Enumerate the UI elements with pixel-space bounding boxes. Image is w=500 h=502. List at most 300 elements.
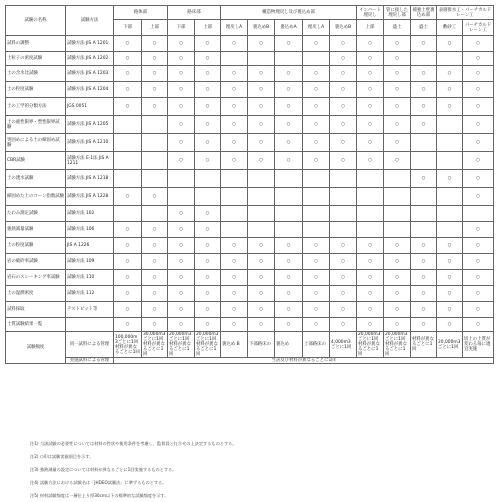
check-mark: ○ bbox=[221, 302, 248, 318]
test-name: CBR試験 bbox=[6, 152, 66, 170]
check-mark: ○ bbox=[437, 66, 463, 82]
sub-header: パーチカルドレーン工 bbox=[463, 20, 494, 36]
check-mark: ○ bbox=[168, 134, 195, 152]
table-row bbox=[6, 206, 494, 222]
empty-cell bbox=[437, 52, 463, 66]
check-mark: ○ bbox=[195, 66, 221, 82]
test-method: 試験方法 JIS A 1203 bbox=[66, 66, 114, 82]
check-mark: ○ bbox=[168, 82, 195, 98]
empty-cell bbox=[437, 188, 463, 206]
check-mark: ○ bbox=[437, 270, 463, 286]
table-row bbox=[6, 270, 494, 286]
check-mark: ○ bbox=[303, 82, 330, 98]
check-mark: ○ bbox=[248, 82, 275, 98]
check-mark: ○ bbox=[384, 254, 411, 270]
check-mark: ○ bbox=[275, 238, 303, 254]
check-mark: ○ bbox=[463, 170, 494, 188]
test-name: 土の湿潤密度 bbox=[6, 286, 66, 302]
check-mark: ○ bbox=[437, 254, 463, 270]
frequency-sub-label: 同一試料による管理 bbox=[66, 332, 114, 358]
group-header: 路床部 bbox=[168, 6, 221, 20]
empty-cell bbox=[275, 206, 303, 222]
check-mark: ○ bbox=[142, 66, 168, 82]
empty-cell bbox=[303, 170, 330, 188]
check-mark: ○ bbox=[463, 66, 494, 82]
check-mark: ○ bbox=[248, 134, 275, 152]
empty-cell bbox=[330, 222, 357, 238]
empty-cell bbox=[275, 170, 303, 188]
check-mark: ○ bbox=[114, 302, 142, 318]
check-mark: ○ bbox=[275, 98, 303, 116]
check-mark: ○ bbox=[168, 318, 195, 332]
check-mark: ○ bbox=[303, 302, 330, 318]
check-mark: ○ bbox=[411, 270, 437, 286]
check-mark: ○ bbox=[195, 222, 221, 238]
check-mark: ○ bbox=[330, 238, 357, 254]
test-name: 試料の調整 bbox=[6, 36, 66, 52]
empty-cell bbox=[411, 206, 437, 222]
check-mark: ○ bbox=[248, 270, 275, 286]
check-mark: ○ bbox=[142, 254, 168, 270]
check-mark: ○ bbox=[275, 82, 303, 98]
check-mark: ○ bbox=[275, 254, 303, 270]
test-method: テストピット等 bbox=[66, 302, 114, 318]
frequency-label: 試験頻度 bbox=[6, 332, 66, 364]
check-mark: ○ bbox=[195, 116, 221, 134]
sub-header: 下部 bbox=[168, 20, 195, 36]
test-method: 試験方法 106 bbox=[66, 222, 114, 238]
check-mark: ○ bbox=[303, 66, 330, 82]
test-method: JGS 0051 bbox=[66, 98, 114, 116]
empty-cell bbox=[195, 188, 221, 206]
empty-cell bbox=[411, 134, 437, 152]
test-method bbox=[66, 318, 114, 332]
frequency-note: 裏込め B bbox=[221, 332, 248, 358]
table-row bbox=[6, 222, 494, 238]
check-mark: ○ bbox=[248, 116, 275, 134]
check-mark: ○ bbox=[195, 302, 221, 318]
check-mark: ○ bbox=[330, 254, 357, 270]
check-mark: ○ bbox=[114, 82, 142, 98]
check-mark: ○ bbox=[384, 318, 411, 332]
empty-cell bbox=[221, 222, 248, 238]
check-mark: ○ bbox=[437, 286, 463, 302]
check-mark: ○ bbox=[168, 116, 195, 134]
test-method: 試験方法 102 bbox=[66, 206, 114, 222]
check-mark: ○ bbox=[195, 206, 221, 222]
test-method: 試験方法 E-1法 JIS A 1211 bbox=[66, 152, 114, 170]
check-mark: ○ bbox=[384, 152, 411, 170]
check-mark: ○ bbox=[168, 206, 195, 222]
check-mark: ○ bbox=[142, 238, 168, 254]
check-mark: ○ bbox=[248, 98, 275, 116]
check-mark: ○ bbox=[275, 36, 303, 52]
test-name: 締固めた土のコーン指数試験 bbox=[6, 188, 66, 206]
group-header: インバート埋戻し bbox=[357, 6, 384, 20]
check-mark: ○ bbox=[195, 36, 221, 52]
footnote: 注1) 当該試験の必要性については材料の性状や使用条件を考慮し、監督員と打合せの上決定するものとする。 bbox=[30, 441, 237, 446]
empty-cell bbox=[357, 222, 384, 238]
check-mark: ○ bbox=[195, 52, 221, 66]
check-mark: ○ bbox=[195, 286, 221, 302]
check-mark: ○ bbox=[384, 134, 411, 152]
check-mark: ○ bbox=[114, 270, 142, 286]
test-name: 土の含水比試験 bbox=[6, 66, 66, 82]
check-mark: ○ bbox=[142, 286, 168, 302]
check-mark: ○ bbox=[142, 302, 168, 318]
frequency-note: 30,000m3ごとに1回 材料が異なるごとに1回 bbox=[142, 332, 168, 358]
check-mark: ○ bbox=[357, 116, 384, 134]
empty-cell bbox=[248, 52, 275, 66]
test-method: 試験方法 109 bbox=[66, 254, 114, 270]
check-mark: ○ bbox=[114, 254, 142, 270]
test-name: たわみ測定試験 bbox=[6, 206, 66, 222]
test-name: 強熱減量試験 bbox=[6, 222, 66, 238]
check-mark: ○ bbox=[195, 134, 221, 152]
table-row bbox=[6, 170, 494, 188]
table-row bbox=[6, 302, 494, 318]
empty-cell bbox=[437, 134, 463, 152]
sub-header: 裏込めB bbox=[330, 20, 357, 36]
check-mark: ○ bbox=[437, 98, 463, 116]
check-mark: ○ bbox=[303, 238, 330, 254]
empty-cell bbox=[303, 206, 330, 222]
footnote: 注5) 材料試験頻度は一層仕上り厚30cm以下の標準的な試験頻度を示す。 bbox=[30, 493, 169, 498]
check-mark: ○ bbox=[463, 188, 494, 206]
empty-cell bbox=[114, 152, 142, 170]
empty-cell bbox=[114, 116, 142, 134]
check-mark: ○ bbox=[195, 238, 221, 254]
frequency-note: 材料が異なるごとに1回 bbox=[411, 332, 437, 358]
check-mark: ○ bbox=[195, 82, 221, 98]
empty-cell bbox=[114, 206, 142, 222]
check-mark: ○ bbox=[384, 66, 411, 82]
empty-cell bbox=[357, 206, 384, 222]
check-mark: ○ bbox=[142, 36, 168, 52]
frequency-actual: 当該及び材料が異なるごとに1回 bbox=[114, 358, 494, 364]
check-mark: ○ bbox=[437, 318, 463, 332]
check-mark: ○ bbox=[114, 98, 142, 116]
test-method: 試験方法 JIS A 1205 bbox=[66, 116, 114, 134]
empty-cell bbox=[303, 222, 330, 238]
empty-cell bbox=[168, 188, 195, 206]
sub-header: 上部 bbox=[195, 20, 221, 36]
check-mark: ○ bbox=[303, 152, 330, 170]
check-mark: ○ bbox=[303, 286, 330, 302]
check-mark: ○ bbox=[168, 302, 195, 318]
check-mark: ○ bbox=[384, 116, 411, 134]
empty-cell bbox=[168, 170, 195, 188]
check-mark: ○ bbox=[248, 254, 275, 270]
check-mark: ○ bbox=[357, 66, 384, 82]
check-mark: ○ bbox=[330, 82, 357, 98]
check-mark: ○ bbox=[330, 318, 357, 332]
check-mark: ○ bbox=[142, 52, 168, 66]
table-row bbox=[6, 66, 494, 82]
test-name: 土の液性限界・塑性限界試験 bbox=[6, 116, 66, 134]
check-mark: ○ bbox=[114, 318, 142, 332]
check-mark: ○ bbox=[357, 98, 384, 116]
check-mark: ○ bbox=[275, 286, 303, 302]
check-mark: ○ bbox=[248, 302, 275, 318]
check-mark: ○ bbox=[221, 286, 248, 302]
check-mark: ○ bbox=[248, 152, 275, 170]
check-mark: ○ bbox=[221, 36, 248, 52]
check-mark: ○ bbox=[330, 152, 357, 170]
check-mark: ○ bbox=[142, 188, 168, 206]
empty-cell bbox=[411, 188, 437, 206]
empty-cell bbox=[330, 170, 357, 188]
check-mark: ○ bbox=[437, 36, 463, 52]
empty-cell bbox=[142, 152, 168, 170]
empty-cell bbox=[437, 206, 463, 222]
check-mark: ○ bbox=[248, 286, 275, 302]
empty-cell bbox=[221, 52, 248, 66]
test-name: 土の工学的分類方法 bbox=[6, 98, 66, 116]
check-mark: ○ bbox=[168, 98, 195, 116]
check-mark: ○ bbox=[221, 134, 248, 152]
table-row bbox=[6, 134, 494, 152]
frequency-note: 4,000m3ごとに1回 bbox=[330, 332, 357, 358]
check-mark: ○ bbox=[463, 222, 494, 238]
test-method: 試験方法 JIS A 1218 bbox=[66, 170, 114, 188]
check-mark: ○ bbox=[463, 254, 494, 270]
check-mark: ○ bbox=[357, 318, 384, 332]
check-mark: ○ bbox=[248, 318, 275, 332]
check-mark: ○ bbox=[275, 318, 303, 332]
test-method: 試験方法 JIS A 1201 bbox=[66, 36, 114, 52]
check-mark: ○ bbox=[330, 52, 357, 66]
table-row bbox=[6, 254, 494, 270]
sub-header: 上部 bbox=[142, 20, 168, 36]
check-mark: ○ bbox=[330, 286, 357, 302]
check-mark: ○ bbox=[275, 152, 303, 170]
check-mark: ○ bbox=[303, 134, 330, 152]
empty-cell bbox=[330, 206, 357, 222]
check-mark: ○ bbox=[463, 116, 494, 134]
empty-cell bbox=[437, 152, 463, 170]
empty-cell bbox=[248, 206, 275, 222]
check-mark: ○ bbox=[195, 318, 221, 332]
check-mark: ○ bbox=[411, 318, 437, 332]
check-mark: ○ bbox=[384, 52, 411, 66]
empty-cell bbox=[248, 170, 275, 188]
check-mark: ○ bbox=[248, 36, 275, 52]
test-name: 土の粒度試験 bbox=[6, 238, 66, 254]
test-name: 土質試験結果一覧 bbox=[6, 318, 66, 332]
test-method: 試験方法 JIS A 1228 bbox=[66, 188, 114, 206]
check-mark: ○ bbox=[357, 134, 384, 152]
check-mark: ○ bbox=[142, 318, 168, 332]
check-mark: ○ bbox=[463, 98, 494, 116]
test-name: 突固めによる土の締固め試験 bbox=[6, 134, 66, 152]
test-method: 試験方法 JIS A 1210 bbox=[66, 134, 114, 152]
check-mark: ○ bbox=[303, 318, 330, 332]
test-name: 岩石のスレーキング率試験 bbox=[6, 270, 66, 286]
test-method: 試験方法 JIS A 1204 bbox=[66, 82, 114, 98]
check-mark: ○ bbox=[330, 36, 357, 52]
check-mark: ○ bbox=[168, 52, 195, 66]
check-mark: ○ bbox=[330, 98, 357, 116]
check-mark: ○ bbox=[221, 318, 248, 332]
check-mark: ○ bbox=[357, 270, 384, 286]
empty-cell bbox=[275, 188, 303, 206]
empty-cell bbox=[384, 206, 411, 222]
check-mark: ○ bbox=[221, 152, 248, 170]
check-mark: ○ bbox=[357, 152, 384, 170]
check-mark: ○ bbox=[195, 254, 221, 270]
group-header: 構造物埋戻し及び裏込め部 bbox=[221, 6, 357, 20]
check-mark: ○ bbox=[330, 66, 357, 82]
check-mark: ○ bbox=[114, 238, 142, 254]
check-mark: ○ bbox=[168, 36, 195, 52]
check-mark: ○ bbox=[275, 134, 303, 152]
check-mark: ○ bbox=[168, 66, 195, 82]
frequency-note: 裏込め bbox=[275, 332, 303, 358]
check-mark: ○ bbox=[411, 302, 437, 318]
check-mark: ○ bbox=[275, 270, 303, 286]
check-mark: ○ bbox=[114, 52, 142, 66]
check-mark: ○ bbox=[303, 36, 330, 52]
check-mark: ○ bbox=[384, 82, 411, 98]
check-mark: ○ bbox=[463, 270, 494, 286]
empty-cell bbox=[330, 188, 357, 206]
check-mark: ○ bbox=[384, 270, 411, 286]
test-name: 土の透水試験 bbox=[6, 170, 66, 188]
empty-cell bbox=[411, 52, 437, 66]
check-mark: ○ bbox=[463, 318, 494, 332]
check-mark: ○ bbox=[463, 36, 494, 52]
col-method-header: 試験方法 bbox=[66, 6, 114, 36]
frequency-sub-label: 実施試料による管理 bbox=[66, 358, 114, 364]
check-mark: ○ bbox=[384, 286, 411, 302]
empty-cell bbox=[142, 116, 168, 134]
check-mark: ○ bbox=[357, 36, 384, 52]
check-mark: ○ bbox=[357, 302, 384, 318]
check-mark: ○ bbox=[411, 36, 437, 52]
check-mark: ○ bbox=[221, 238, 248, 254]
check-mark: ○ bbox=[437, 238, 463, 254]
group-header: 補強土壁裏込め部 bbox=[411, 6, 437, 20]
check-mark: ○ bbox=[142, 222, 168, 238]
empty-cell bbox=[248, 222, 275, 238]
test-method: 試験方法 112 bbox=[66, 286, 114, 302]
table-row bbox=[6, 98, 494, 116]
group-header: 表層排水工・パーチカルドレーン工 bbox=[437, 6, 494, 20]
empty-cell bbox=[437, 222, 463, 238]
check-mark: ○ bbox=[275, 116, 303, 134]
check-mark: ○ bbox=[195, 270, 221, 286]
check-mark: ○ bbox=[437, 302, 463, 318]
check-mark: ○ bbox=[384, 36, 411, 52]
check-mark: ○ bbox=[142, 270, 168, 286]
check-mark: ○ bbox=[384, 98, 411, 116]
check-mark: ○ bbox=[357, 82, 384, 98]
empty-cell bbox=[411, 222, 437, 238]
empty-cell bbox=[463, 206, 494, 222]
check-mark: ○ bbox=[221, 116, 248, 134]
empty-cell bbox=[142, 170, 168, 188]
footnote: 注2) ○印は試験実施項目を示す。 bbox=[30, 454, 94, 459]
frequency-note: 100,000m3ごとに1回 材料が異なるごとに1回 bbox=[114, 332, 142, 358]
check-mark: ○ bbox=[330, 116, 357, 134]
check-mark: ○ bbox=[303, 270, 330, 286]
test-name: 土粒子の密度試験 bbox=[6, 52, 66, 66]
group-header: 管に接した埋戻し部 bbox=[384, 6, 411, 20]
check-mark: ○ bbox=[357, 52, 384, 66]
check-mark: ○ bbox=[330, 302, 357, 318]
check-mark: ○ bbox=[303, 98, 330, 116]
empty-cell bbox=[114, 170, 142, 188]
check-mark: ○ bbox=[168, 152, 195, 170]
frequency-note: 上部路床の bbox=[303, 332, 330, 358]
check-mark: ○ bbox=[114, 36, 142, 52]
check-mark: ○ bbox=[411, 98, 437, 116]
test-table bbox=[5, 5, 494, 364]
check-mark: ○ bbox=[221, 270, 248, 286]
check-mark: ○ bbox=[195, 98, 221, 116]
frequency-note: 20,000m3ごとに1回 材料が異なるごとに1回 bbox=[195, 332, 221, 358]
footnotes bbox=[30, 437, 490, 502]
check-mark: ○ bbox=[463, 134, 494, 152]
check-mark: ○ bbox=[275, 66, 303, 82]
check-mark: ○ bbox=[437, 82, 463, 98]
check-mark: ○ bbox=[248, 66, 275, 82]
empty-cell bbox=[357, 188, 384, 206]
check-mark: ○ bbox=[221, 98, 248, 116]
empty-cell bbox=[384, 222, 411, 238]
check-mark: ○ bbox=[114, 66, 142, 82]
check-mark: ○ bbox=[114, 286, 142, 302]
check-mark: ○ bbox=[168, 238, 195, 254]
test-method: 試験方法 110 bbox=[66, 270, 114, 286]
check-mark: ○ bbox=[463, 152, 494, 170]
check-mark: ○ bbox=[463, 286, 494, 302]
check-mark: ○ bbox=[168, 254, 195, 270]
empty-cell bbox=[303, 52, 330, 66]
check-mark: ○ bbox=[330, 270, 357, 286]
table-row bbox=[6, 152, 494, 170]
sub-header: 裏込めB bbox=[248, 20, 275, 36]
table-row bbox=[6, 116, 494, 134]
empty-cell bbox=[411, 152, 437, 170]
sub-header: 敷砂工 bbox=[437, 20, 463, 36]
empty-cell bbox=[384, 170, 411, 188]
check-mark: ○ bbox=[384, 238, 411, 254]
check-mark: ○ bbox=[463, 302, 494, 318]
table-row bbox=[6, 286, 494, 302]
test-name: 試料採取 bbox=[6, 302, 66, 318]
check-mark: ○ bbox=[463, 238, 494, 254]
empty-cell bbox=[275, 52, 303, 66]
check-mark: ○ bbox=[168, 286, 195, 302]
sub-header: 下部 bbox=[114, 20, 142, 36]
frequency-note: 下部路床の bbox=[248, 332, 275, 358]
empty-cell bbox=[384, 188, 411, 206]
sub-header: 盛土 bbox=[384, 20, 411, 36]
footnote: 注3) 強熱減量の設定については材料が異なるごとに1回実施するものとする。 bbox=[30, 467, 177, 472]
check-mark: ○ bbox=[221, 82, 248, 98]
check-mark: ○ bbox=[463, 52, 494, 66]
check-mark: ○ bbox=[437, 170, 463, 188]
col-test-header: 試験の名称 bbox=[6, 6, 66, 36]
table-row bbox=[6, 52, 494, 66]
check-mark: ○ bbox=[411, 286, 437, 302]
table-row bbox=[6, 36, 494, 52]
check-mark: ○ bbox=[357, 254, 384, 270]
sub-header: 上部 bbox=[357, 20, 384, 36]
empty-cell bbox=[437, 116, 463, 134]
